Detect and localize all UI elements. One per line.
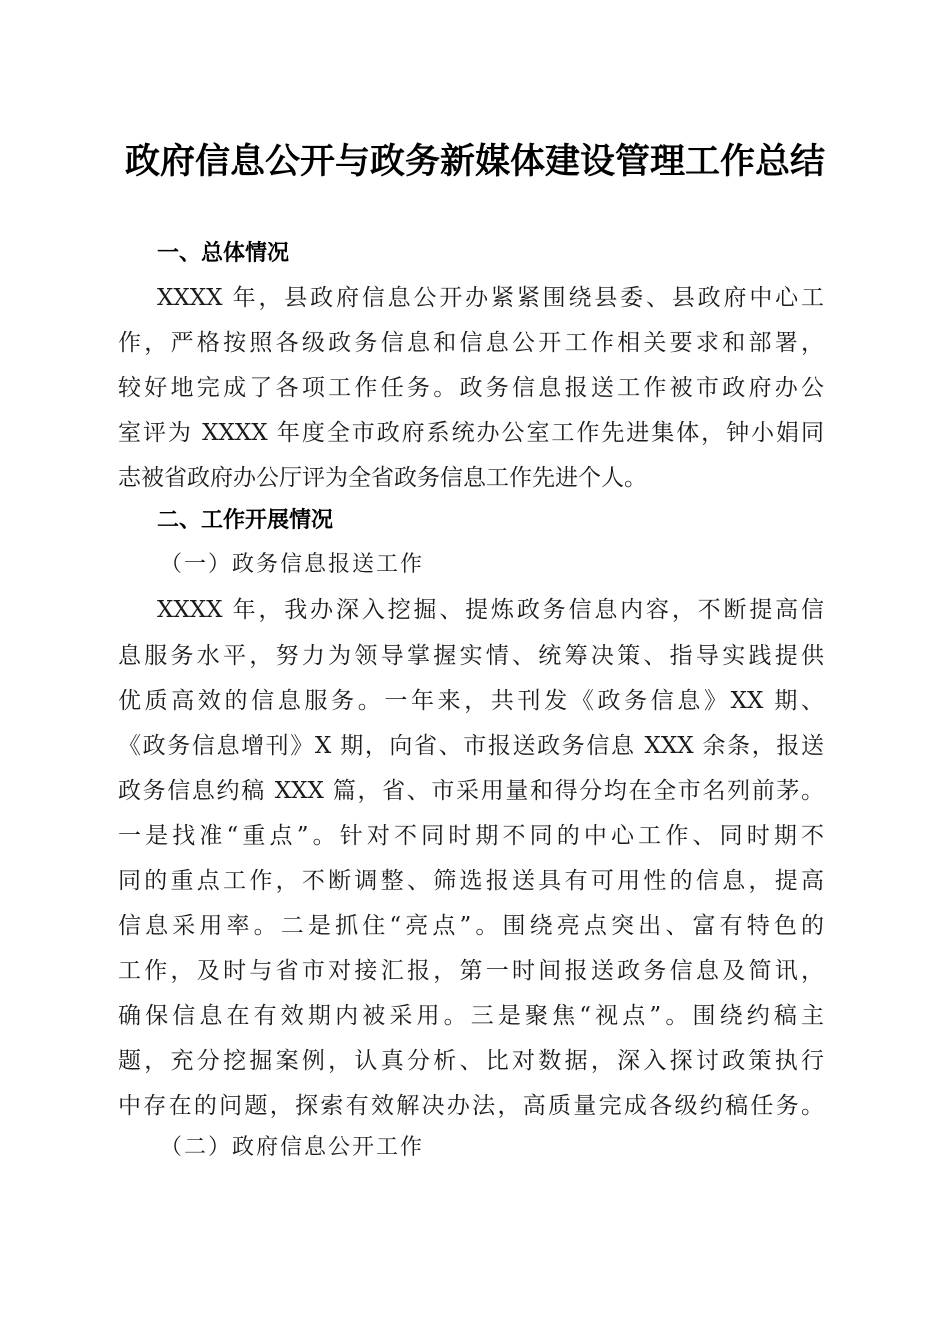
section-heading-overview: 一、总体情况 — [157, 241, 290, 266]
paragraph-line: 信息采用率。二是抓住“亮点”。围绕亮点突出、富有特色的 — [118, 913, 824, 939]
paragraph-line: 同的重点工作，不断调整、筛选报送具有可用性的信息，提高 — [118, 868, 824, 894]
paragraph-line: XXXX 年，县政府信息公开办紧紧围绕县委、县政府中心工 — [157, 285, 824, 311]
paragraph-line: 中存在的问题，探索有效解决办法，高质量完成各级约稿任务。 — [118, 1093, 824, 1119]
paragraph-line: 作，严格按照各级政务信息和信息公开工作相关要求和部署， — [118, 330, 824, 356]
paragraph-line: XXXX 年，我办深入挖掘、提炼政务信息内容，不断提高信 — [157, 597, 824, 623]
paragraph-line: 政务信息约稿 XXX 篇，省、市采用量和得分均在全市名列前茅。 — [118, 778, 824, 804]
paragraph-line: 志被省政府办公厅评为全省政务信息工作先进个人。 — [118, 465, 647, 491]
section-heading-work-progress: 二、工作开展情况 — [157, 508, 334, 533]
subsection-heading-info-disclosure: （二）政府信息公开工作 — [160, 1135, 425, 1160]
paragraph-line: 一是找准“重点”。针对不同时期不同的中心工作、同时期不 — [118, 823, 824, 849]
paragraph-line: 确保信息在有效期内被采用。三是聚焦“视点”。围绕约稿主 — [118, 1003, 824, 1029]
paragraph-line: 较好地完成了各项工作任务。政务信息报送工作被市政府办公 — [118, 375, 824, 401]
paragraph-line: 优质高效的信息服务。一年来，共刊发《政务信息》XX 期、 — [118, 688, 824, 714]
paragraph-line: 室评为 XXXX 年度全市政府系统办公室工作先进集体，钟小娟同 — [118, 420, 824, 446]
document-title: 政府信息公开与政务新媒体建设管理工作总结 — [124, 141, 825, 182]
paragraph-line: 息服务水平，努力为领导掌握实情、统筹决策、指导实践提供 — [118, 643, 824, 669]
subsection-heading-info-reporting: （一）政务信息报送工作 — [160, 552, 425, 577]
paragraph-line: 工作，及时与省市对接汇报，第一时间报送政务信息及简讯， — [118, 958, 824, 984]
paragraph-line: 《政务信息增刊》X 期，向省、市报送政务信息 XXX 余条，报送 — [118, 733, 824, 759]
paragraph-line: 题，充分挖掘案例，认真分析、比对数据，深入探讨政策执行 — [118, 1048, 824, 1074]
